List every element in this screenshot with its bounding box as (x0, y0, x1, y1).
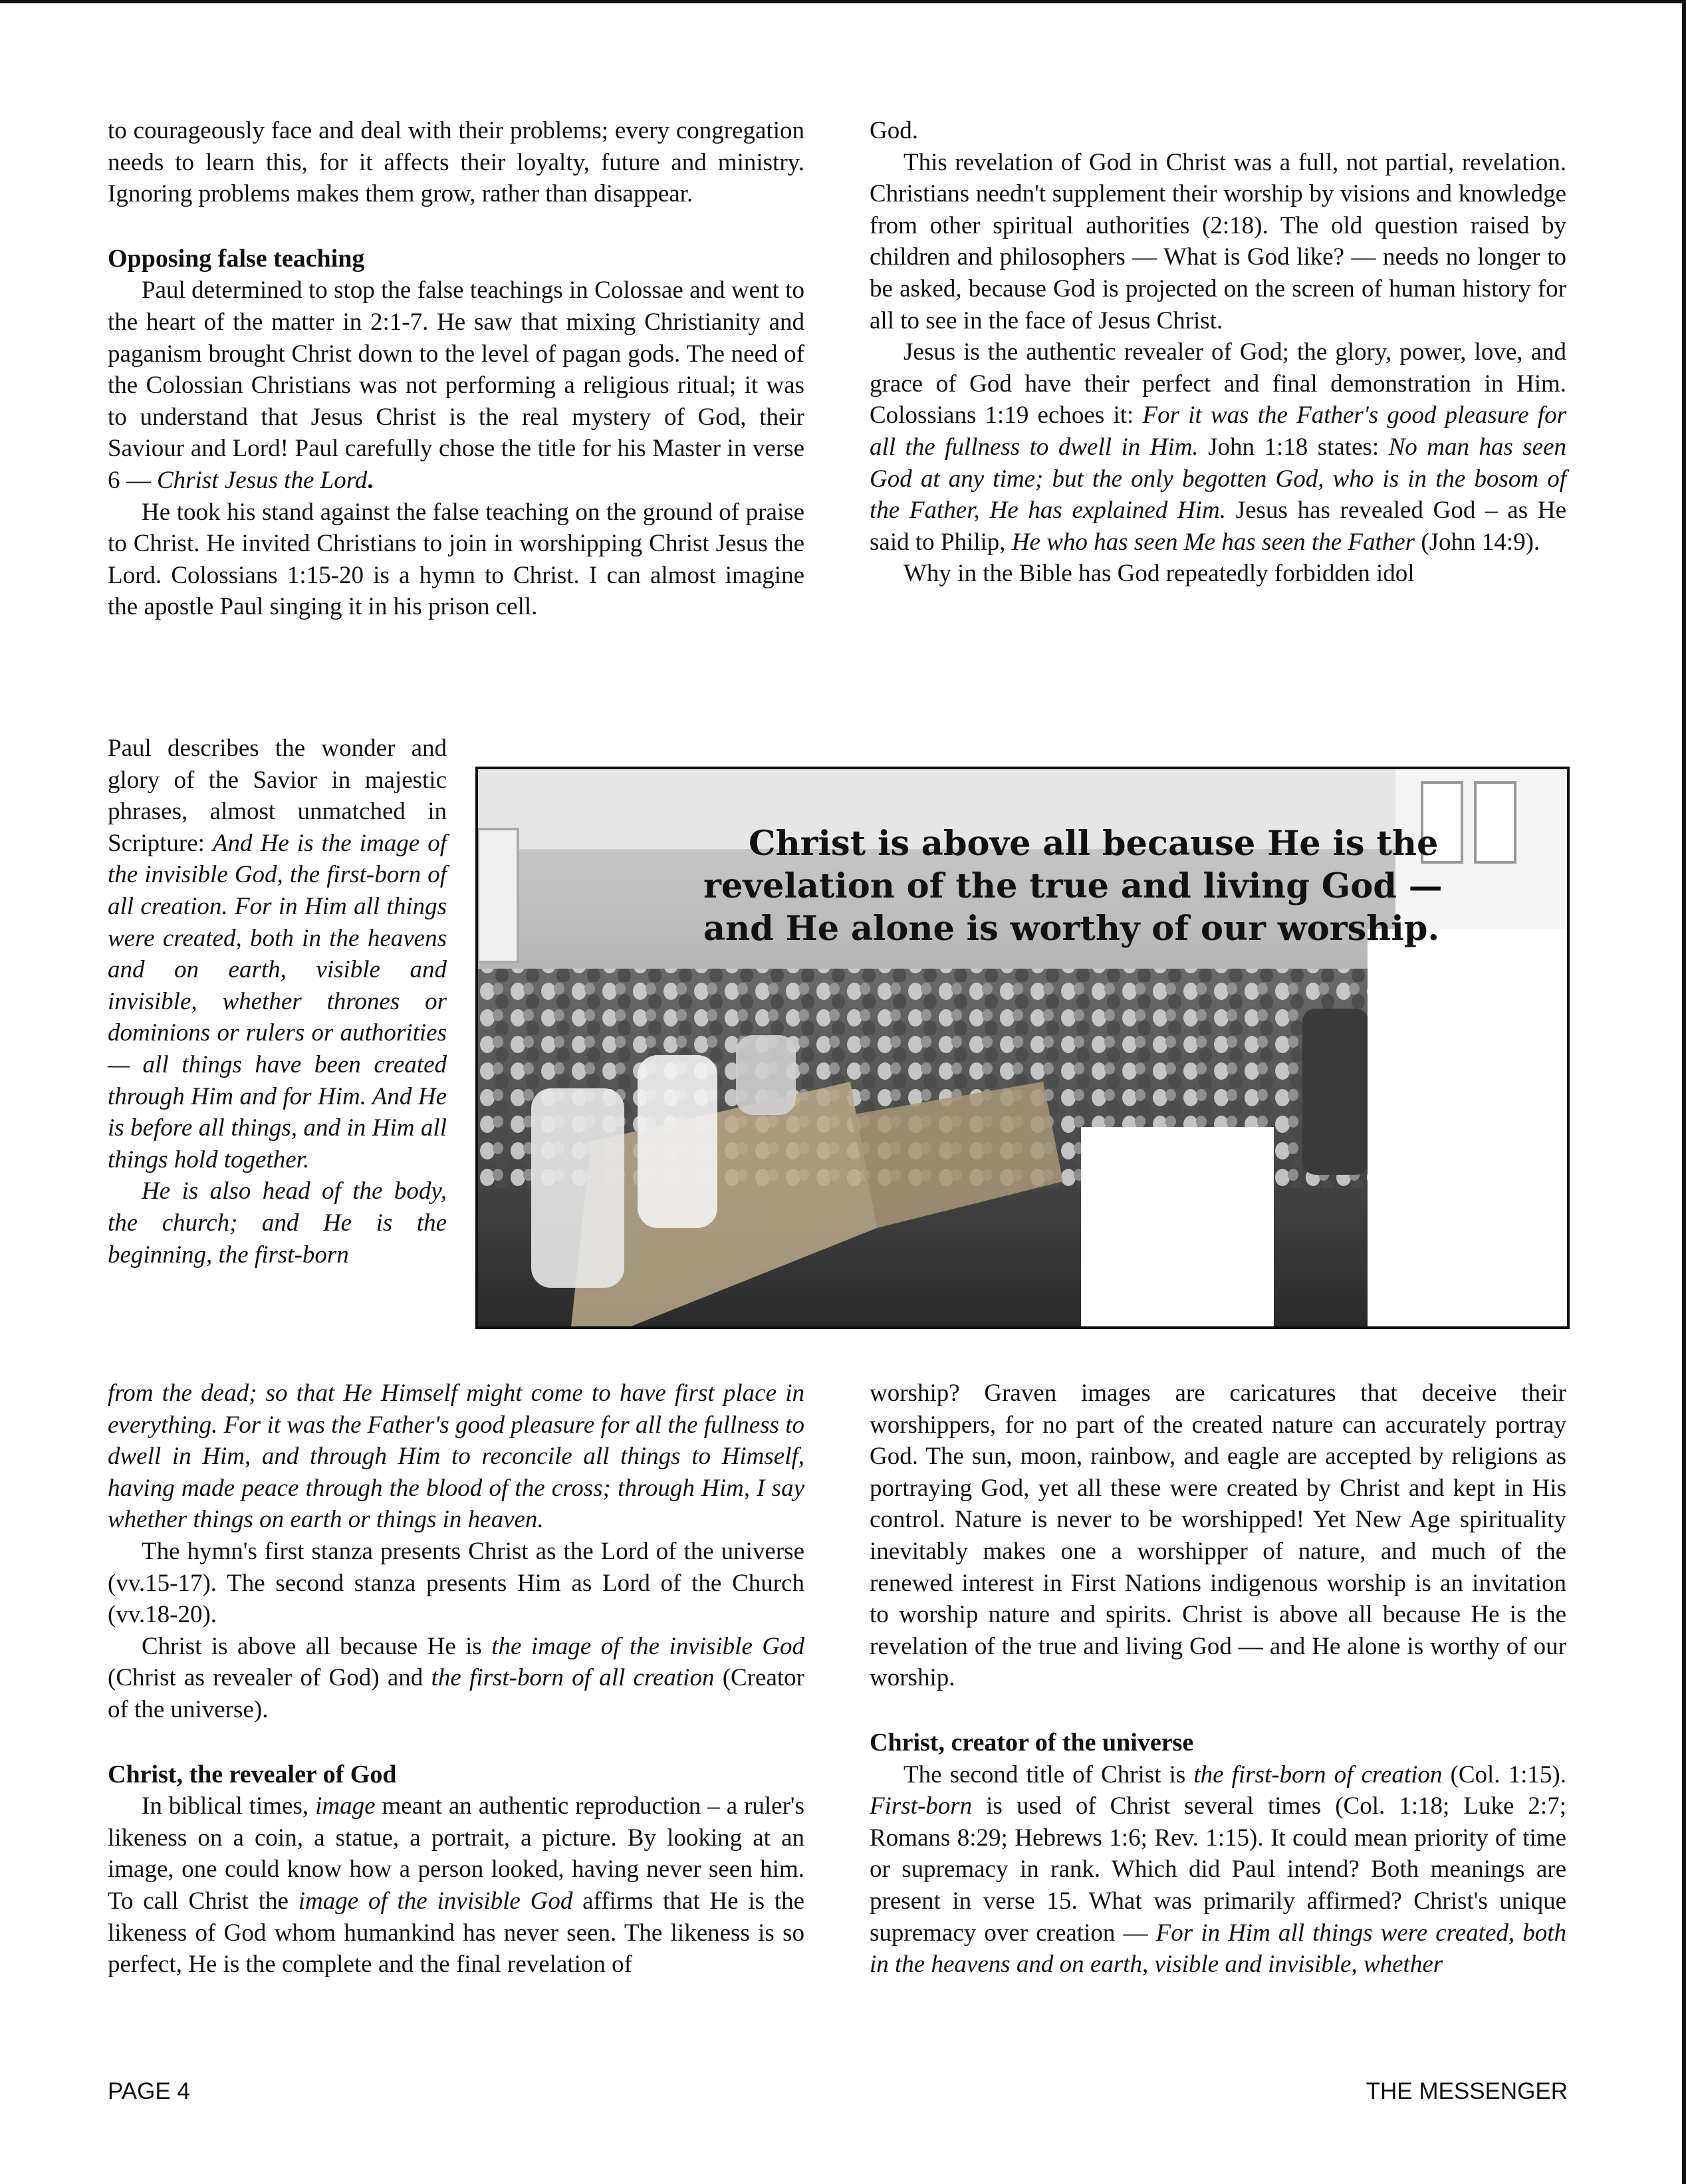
paragraph: He took his stand against the false teaching on the ground of praise to Christ. He invited Christians to join in worshipping Christ Jesus the Lord. Colossians 1:15-20 is a hymn to Christ. I can almost imagine the apostle Paul singing it in his prison cell. (108, 498, 804, 621)
publication-name: THE MESSENGER (1366, 2078, 1568, 2104)
paragraph: The second title of Christ is the first-born of creation (Col. 1:15). First-born is used of Christ several times (Col. 1:18; Luke 2:7; Romans 8:29; Hebrews 1:6; Rev. 1:15). It could mean priority of time or supremacy in rank. Which did Paul intend? Both meanings are present in verse 15. What was primarily affirmed? Christ's unique supremacy over creation — For in Him all things were created, both in the heavens and on earth, visible and invisible, whether (870, 1760, 1566, 1979)
paragraph: He is also head of the body, the church; and He is the beginning, the first-born (108, 1177, 447, 1269)
page-number: PAGE 4 (108, 2078, 190, 2104)
paragraph: The hymn's first stanza presents Christ as the Lord of the universe (vv.15-17). The second stanza presents Him as Lord of the Church (vv.18-20). (108, 1537, 804, 1629)
left-column-wrap (108, 733, 447, 1271)
section-heading-opposing: Opposing false teaching (108, 244, 365, 273)
white-blank-block (1081, 1127, 1274, 1326)
paragraph: Jesus is the authentic revealer of God; the glory, power, love, and grace of God have their perfect and final demonstration in Him. Colossians 1:19 echoes it: For it was the Father's good pleasure for all the fullness to dwell in Him. John 1:18 states: No man has seen God at any time; but the only begotten God, who is in the bosom of the Father, He has explained Him. Jesus has revealed God – as He said to Philip, He who has seen Me has seen the Father (John 14:9). (870, 338, 1566, 556)
paragraph: Why in the Bible has God repeatedly forbidden idol (903, 560, 1415, 588)
section-heading-creator: Christ, creator of the universe (870, 1728, 1194, 1757)
paragraph: Paul describes the wonder and glory of the Savior in majestic phrases, almost unmatched in Scripture: And He is the image of the invisible God, the first-born of all creation. For in Him all things were created, both in the heavens and on earth, visible and invisible, whether thrones or dominions or rulers or authorities — all things have been created through Him and for Him. And He is before all things, and in Him all things hold together. (108, 735, 447, 1173)
paragraph: to courageously face and deal with their problems; every congregation needs to learn this, for it affects their loyalty, future and ministry. Ignoring problems makes them grow, rather than disappear. (108, 117, 804, 208)
pull-quote (703, 822, 1561, 950)
pull-quote-line: Christ is above all because He is the (749, 824, 1439, 864)
white-blank-block (1368, 929, 1567, 1326)
paragraph: from the dead; so that He Himself might come to have first place in everything. For it was the Father's good pleasure for all the fullness to dwell in Him, and through Him to reconcile all things to Himself, having made peace through the blood of the cross; through Him, I say whether things on earth or things in heaven. (108, 1380, 804, 1534)
paragraph: Paul determined to stop the false teachings in Colossae and went to the heart of the matter in 2:1-7. He saw that mixing Christianity and paganism brought Christ down to the level of pagan gods. The need of the Colossian Christians was not performing a religious ritual; it was to understand that Jesus Christ is the real mystery of God, their Saviour and Lord! Paul carefully chose the title for his Master in verse 6 — Christ Jesus the Lord. (108, 277, 804, 494)
left-column-bottom (108, 1378, 804, 1981)
paragraph: This revelation of God in Christ was a full, not partial, revelation. Christians needn't supplement their worship by visions and knowledge from other spiritual authorities (2:18). The old question raised by children and philosophers — What is God like? — needs no longer to be asked, because God is projected on the screen of human history for all to see in the face of Jesus Christ. (870, 148, 1566, 334)
scan-edge-top (0, 0, 1686, 3)
paragraph: Christ is above all because He is the image of the invisible God (Christ as revealer of God) and the first-born of all creation (Creator of the universe). (108, 1632, 804, 1723)
left-column-top (108, 115, 804, 623)
right-column-top (870, 115, 1566, 590)
pull-quote-line: revelation of the true and living God — (703, 866, 1443, 906)
paragraph: In biblical times, image meant an authentic reproduction – a ruler's likeness on a coin, a statue, a portrait, a picture. By looking at an image, one could know how a person looked, having never seen him. To call Christ the image of the invisible God affirms that He is the likeness of God whom humankind has never seen. The likeness is so perfect, He is the complete and the final revelation of (108, 1792, 804, 1979)
paragraph: God. (870, 117, 918, 144)
scan-edge-right (1682, 0, 1686, 2184)
right-column-bottom (870, 1378, 1566, 1981)
pull-quote-line: and He alone is worthy of our worship. (703, 909, 1440, 949)
section-heading-revealer: Christ, the revealer of God (108, 1760, 397, 1788)
paragraph: worship? Graven images are caricatures that deceive their worshippers, for no part of the created nature can accurately portray God. The sun, moon, rainbow, and eagle are accepted by religions as portraying God, yet all these were created by Christ and kept in His control. Nature is never to be worshipped! Yet New Age spirituality inevitably makes one a worshipper of nature, and much of the renewed interest in First Nations indigenous worship is an invitation to worship nature and spirits. Christ is above all because He is the revelation of the true and living God — and He alone is worthy of our worship. (870, 1380, 1566, 1692)
